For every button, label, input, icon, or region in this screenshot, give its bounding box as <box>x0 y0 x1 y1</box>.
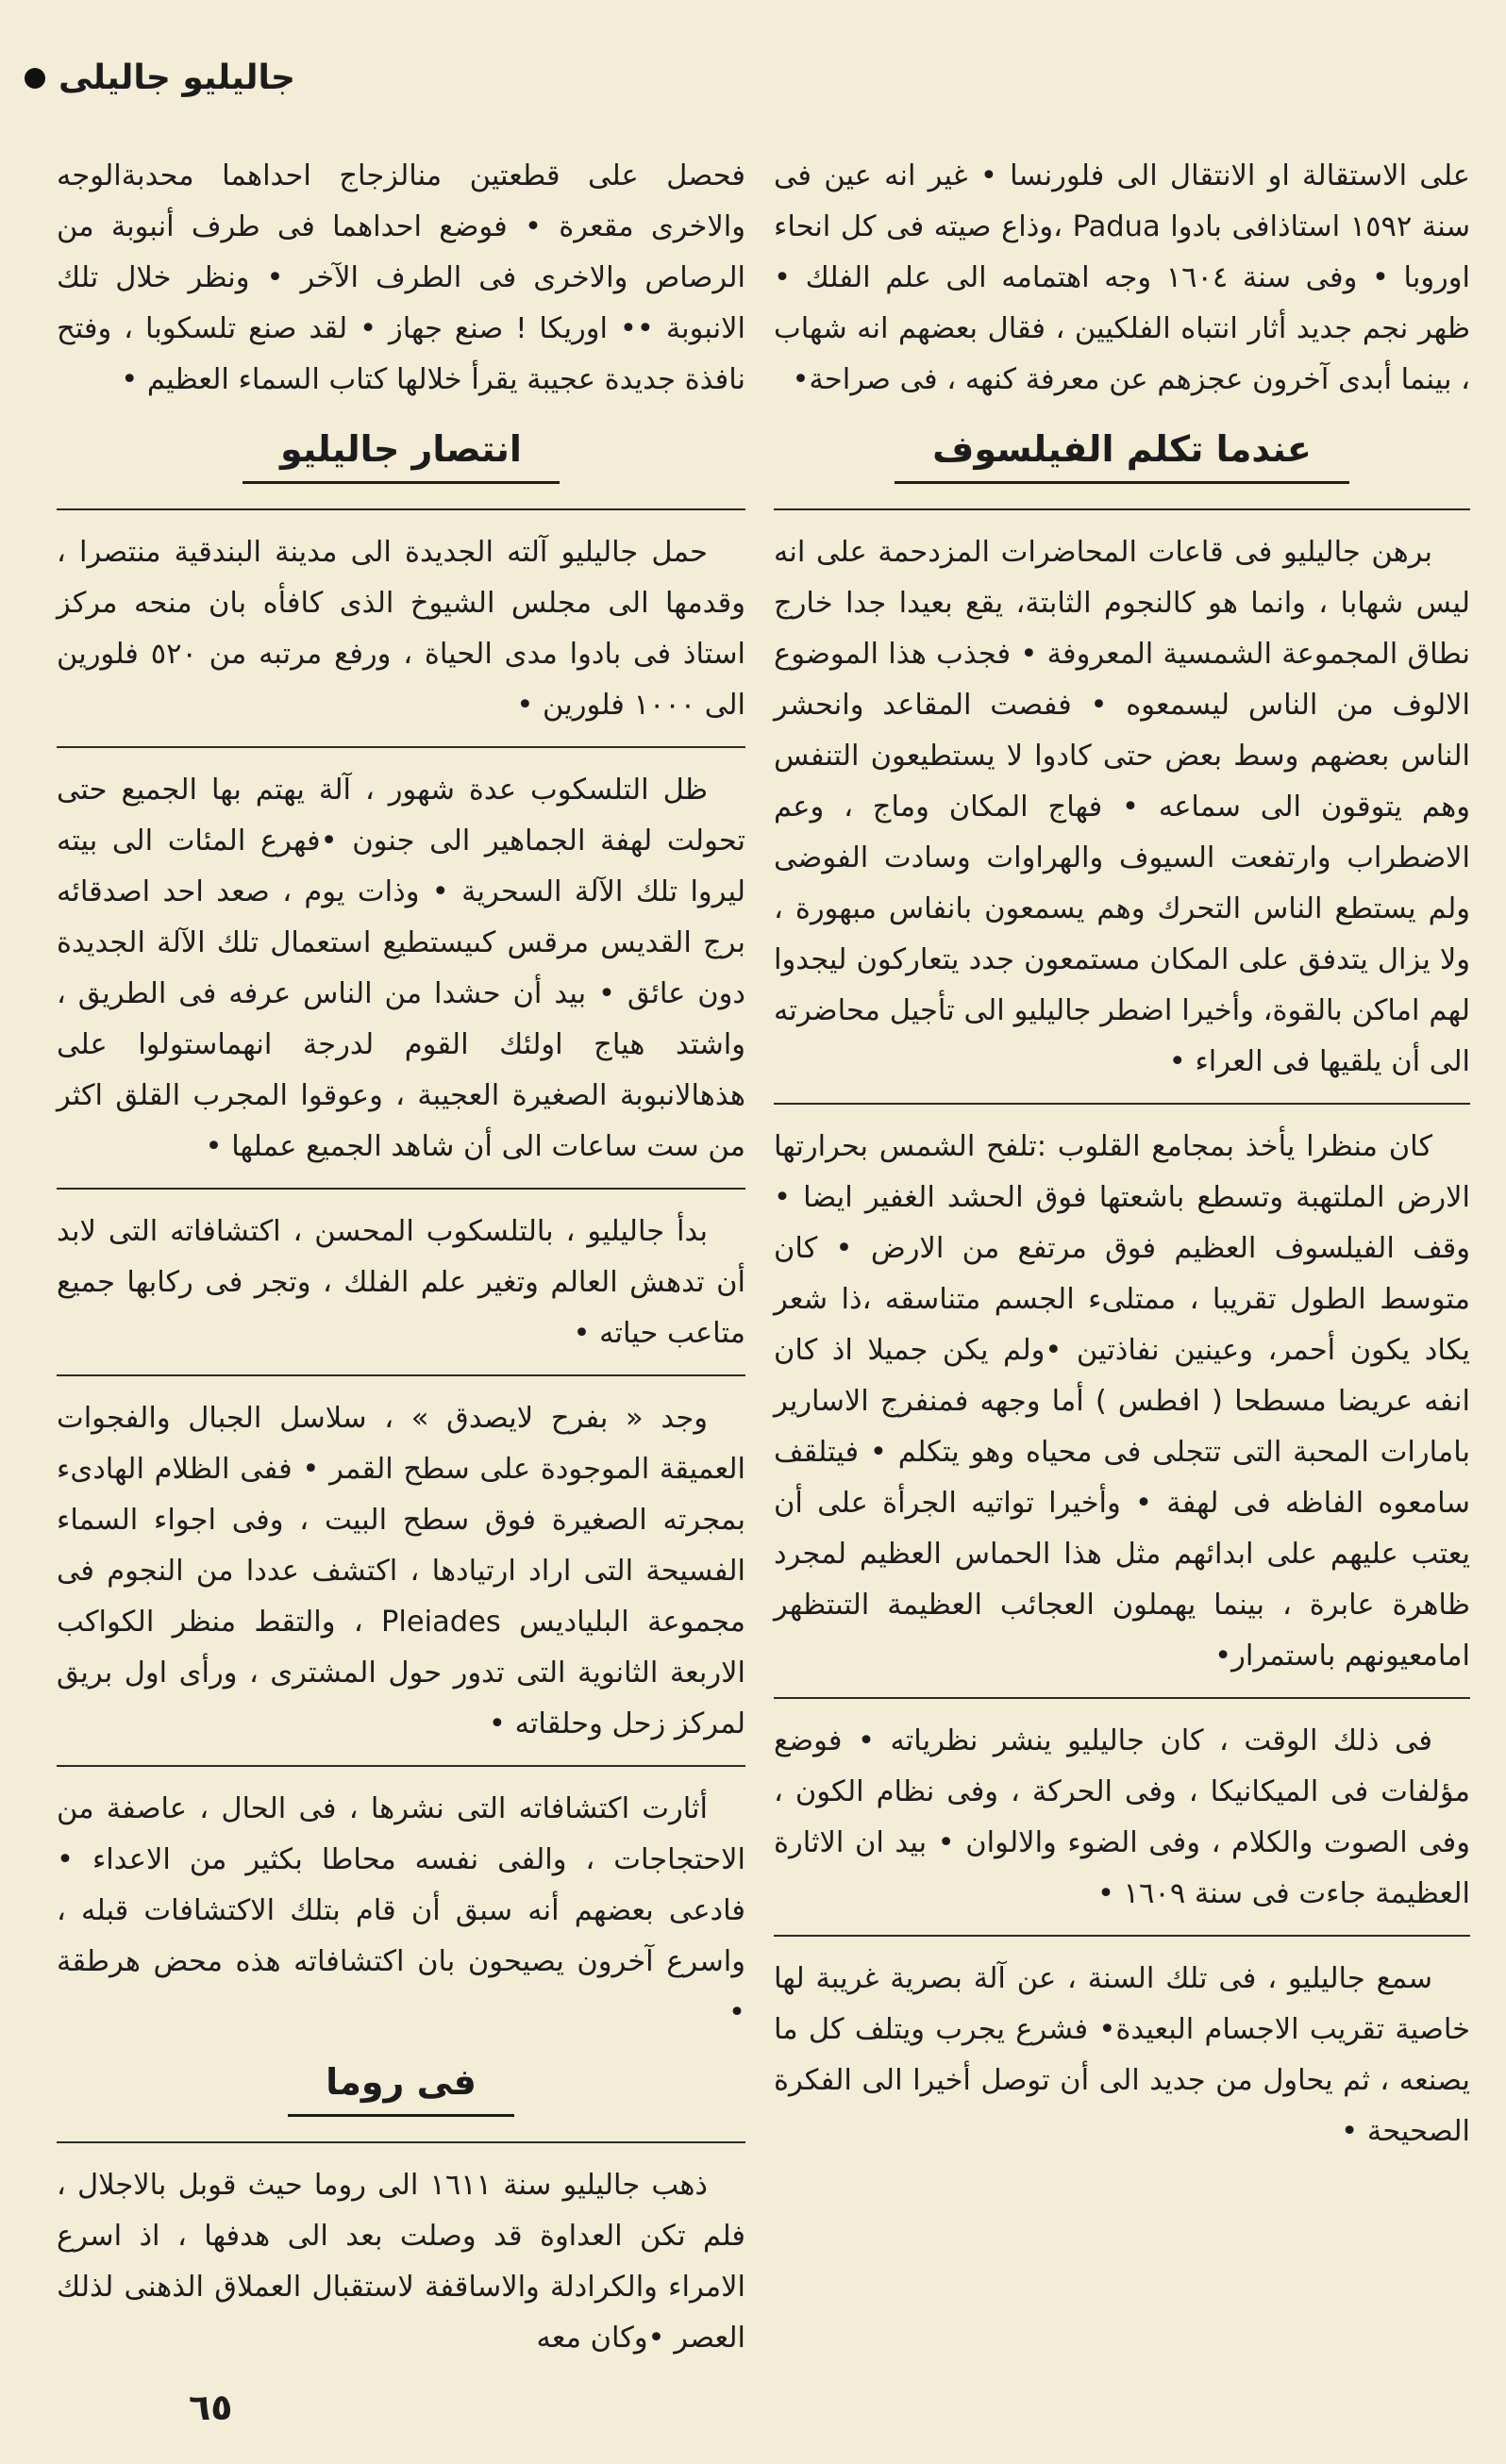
paragraph: وجد « بفرح لايصدق » ، سلاسل الجبال والفجوات العميقة الموجودة على سطح القمر • ففى الظلام الهادىء بمجرته الصغيرة فوق سطح البيت ، وفى اجواء السماء الفسيحة التى اراد ارتيادها ، اكتشف عددا من النجوم فى مجموعة البلياديس Pleiades ، والتقط منظر الكواكب الاربعة الثانوية التى تدور حول المشترى ، ورأى اول بريق لمركز زحل وحلقاته • <box>57 1402 746 1740</box>
paragraph: ظل التلسكوب عدة شهور ، آلة يهتم بها الجميع حتى تحولت لهفة الجماهير الى جنون •فهرع المئات الى بيته ليروا تلك الآلة السحرية • وذات يوم ، صعد احد اصدقائه برج القديس مرقس كىيستطيع استعمال تلك الآلة الجديدة دون عائق • بيد أن حشدا من الناس عرفه فى الطريق ، واشتد هياج اولئك القوم لدرجة انهماستولوا على هذهالانبوبة الصغيرة العجيبة ، وعوقوا المجرب القلق اكثر من ست ساعات الى أن شاهد الجميع عملها • <box>57 774 745 1163</box>
running-header <box>25 58 308 97</box>
paragraph-rule <box>774 1935 1470 1937</box>
left-column <box>57 151 745 2379</box>
paragraph: كان منظرا يأخذ بمجامع القلوب :تلفح الشمس بحرارتها الارض الملتهبة وتسطع باشعتها فوق الحشد الغفير ايضا • وقف الفيلسوف العظيم فوق مرتفع من الارض • كان متوسط الطول تقريبا ، ممتلىء الجسم متناسقه ،ذا شعر يكاد يكون أحمر، وعينين نفاذتين •ولم يكن جميلا اذ كان انفه عريضا مسطحا ( افطس ) أما وجهه فمنفرج الاسارير بامارات المحبة التى تتجلى فى محياه وهو يتكلم • فيتلقف سامعوه الفاظه فى لهفة • وأخيرا تواتيه الجرأة على أن يعتب عليهم على ابدائهم مثل هذا الحماس العظيم لمجرد ظاهرة عابرة ، بينما يهملون العجائب العظيمة التىتظهر امامعيونهم باستمرار• <box>774 1130 1470 1673</box>
paragraph: فى ذلك الوقت ، كان جاليليو ينشر نظرياته • فوضع مؤلفات فى الميكانيكا ، وفى الحركة ، وفى نظام الكون ، وفى الصوت والكلام ، وفى الضوء والالوان • بيد ان الاثارة العظيمة جاءت فى سنة ١٦٠٩ • <box>774 1724 1470 1910</box>
section-heading-triumph-text: انتصار جاليليو <box>243 421 560 484</box>
section-heading-philosopher-text: عندما تكلم الفيلسوف <box>895 421 1349 484</box>
paragraph: سمع جاليليو ، فى تلك السنة ، عن آلة بصرية غريبة لها خاصية تقريب الاجسام البعيدة• فشرع يجرب ويتلف كل ما يصنعه ، ثم يحاول من جديد الى أن توصل أخيرا الى الفكرة الصحيحة • <box>774 1962 1470 2148</box>
section-heading-triumph <box>57 421 745 484</box>
section-rule <box>57 508 745 510</box>
paragraph-rule <box>57 746 745 748</box>
paragraph-rule <box>57 1374 745 1376</box>
left-intro-paragraph: فحصل على قطعتين منالزجاج احداهما محدبةالوجه والاخرى مقعرة • فوضع احداهما فى طرف أنبوبة من الرصاص والاخرى فى الطرف الآخر • ونظر خلال تلك الانبوبة •• اوريكا ! صنع جهاز • لقد صنع تلسكوبا ، وفتح نافذة جديدة عجيبة يقرأ خلالها كتاب السماء العظيم • <box>57 159 745 396</box>
paragraph: أثارت اكتشافاته التى نشرها ، فى الحال ، عاصفة من الاحتجاجات ، والفى نفسه محاطا بكثير من الاعداء • فادعى بعضهم أنه سبق أن قام بتلك الاكتشافات قبله ، واسرع آخرون يصيحون بان اكتشافاته هذه محض هرطقة • <box>57 1792 745 2029</box>
paragraph-rule <box>57 1188 745 1190</box>
bullet-dot-icon <box>25 68 45 89</box>
page-number: ٦٥ <box>189 2387 233 2428</box>
paragraph: برهن جاليليو فى قاعات المحاضرات المزدحمة على انه ليس شهابا ، وانما هو كالنجوم الثابتة، يقع بعيدا جدا خارج نطاق المجموعة الشمسية المعروفة • فجذب هذا الموضوع الالوف من الناس ليسمعوه • ففصت المقاعد وانحشر الناس بعضهم وسط بعض حتى كادوا لا يستطيعون التنفس وهم يتوقون الى سماعه • فهاج المكان وماج ، وعم الاضطراب وارتفعت السيوف والهراوات وسادت الفوضى ولم يستطع الناس التحرك وهم يسمعون بانفاس مبهورة ، ولا يزال يتدفق على المكان مستمعون جدد يتعاركون ليجدوا لهم اماكن بالقوة، وأخيرا اضطر جاليليو الى تأجيل محاضرته الى أن يلقيها فى العراء • <box>774 536 1470 1078</box>
paragraph: بدأ جاليليو ، بالتلسكوب المحسن ، اكتشافاته التى لابد أن تدهش العالم وتغير علم الفلك ، وتجر فى ركابها جميع متاعب حياته • <box>57 1215 745 1350</box>
section-rule <box>57 2141 745 2143</box>
paragraph: ذهب جاليليو سنة ١٦١١ الى روما حيث قوبل بالاجلال ، فلم تكن العداوة قد وصلت بعد الى هدفها ، اذ اسرع الامراء والكرادلة والاساقفة لاستقبال العملاق الذهنى لذلك العصر •وكان معه <box>57 2169 745 2355</box>
paragraph: حمل جاليليو آلته الجديدة الى مدينة البندقية منتصرا ، وقدمها الى مجلس الشيوخ الذى كافأه بان منحه مركز استاذ فى بادوا مدى الحياة ، ورفع مرتبه من ٥٢٠ فلورين الى ١٠٠٠ فلورين • <box>57 536 745 722</box>
right-intro-paragraph: على الاستقالة او الانتقال الى فلورنسا • غير انه عين فى سنة ١٥٩٢ استاذافى بادوا Padua ،وذاع صيته فى كل انحاء اوروبا • وفى سنة ١٦٠٤ وجه اهتمامه الى علم الفلك • ظهر نجم جديد أثار انتباه الفلكيين ، فقال بعضهم انه شهاب ، بينما أبدى آخرون عجزهم عن معرفة كنهه ، فى صراحة• <box>774 159 1470 396</box>
section-heading-rome-text: فى روما <box>288 2054 514 2117</box>
right-column <box>774 151 1470 2173</box>
section-heading-rome <box>57 2054 745 2117</box>
running-header-title: جاليليو جاليلى <box>59 58 295 97</box>
section-heading-philosopher <box>774 421 1470 484</box>
section-rule <box>774 508 1470 510</box>
paragraph-rule <box>774 1697 1470 1699</box>
paragraph-rule <box>774 1103 1470 1105</box>
paragraph-rule <box>57 1765 745 1767</box>
